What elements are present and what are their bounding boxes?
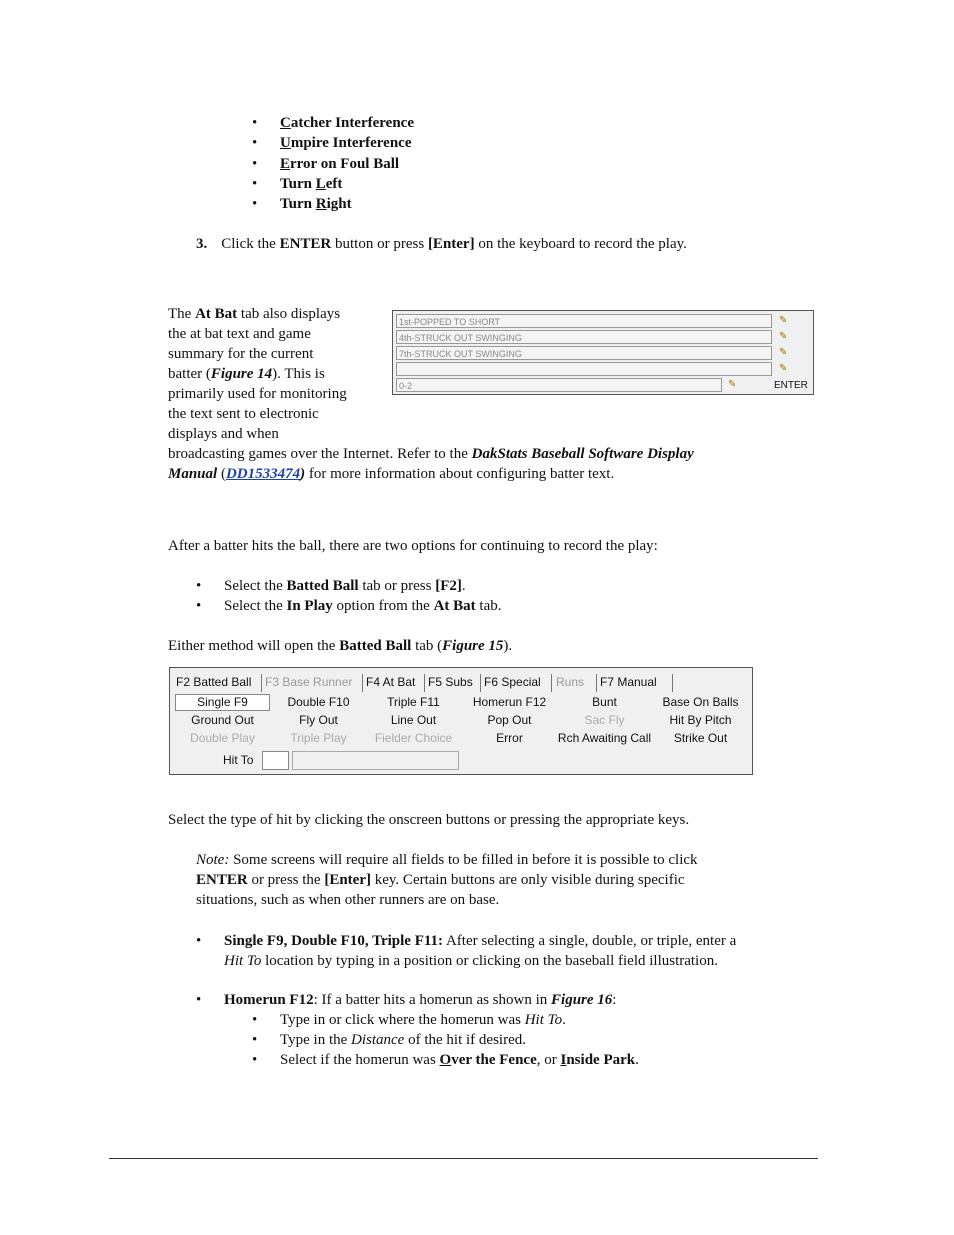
pencil-icon[interactable]: ✎ xyxy=(779,331,788,342)
double-button[interactable]: Double F10 xyxy=(287,695,350,709)
hit-to-input[interactable] xyxy=(262,751,289,770)
at-bat-text-row[interactable]: 4th-STRUCK OUT SWINGING xyxy=(396,330,772,344)
tab-base-runner[interactable]: F3 Base Runner xyxy=(263,674,363,692)
list-item: • Type in the Distance of the hit if desired. xyxy=(252,1030,639,1050)
options-list xyxy=(196,576,501,616)
list-item: • Catcher Interference xyxy=(250,113,414,133)
select-type-paragraph: Select the type of hit by clicking the onscreen buttons or pressing the appropriate keys. xyxy=(168,812,690,828)
at-bat-text-row[interactable]: 1st-POPPED TO SHORT xyxy=(396,314,772,328)
hit-to-description-field[interactable] xyxy=(292,751,459,770)
homerun-bullet: • Homerun F12: If a batter hits a homerun as shown in Figure 16: xyxy=(196,992,617,1008)
ground-out-button[interactable]: Ground Out xyxy=(191,713,254,727)
pencil-icon[interactable]: ✎ xyxy=(779,347,788,358)
line-out-button[interactable]: Line Out xyxy=(390,713,437,727)
pop-out-button[interactable]: Pop Out xyxy=(487,713,532,727)
homerun-button[interactable]: Homerun F12 xyxy=(472,695,547,709)
tab-runs[interactable]: Runs xyxy=(554,674,597,692)
pencil-icon[interactable]: ✎ xyxy=(728,379,737,390)
manual-link[interactable]: DD1533474 xyxy=(225,466,301,482)
list-item: • Type in or click where the homerun was Hit To. xyxy=(252,1010,639,1030)
hit-by-pitch-button[interactable]: Hit By Pitch xyxy=(669,713,732,727)
tab-subs[interactable]: F5 Subs xyxy=(426,674,481,692)
list-item: • Select the Batted Ball tab or press [F2]. xyxy=(196,576,501,596)
at-bat-panel xyxy=(392,310,814,395)
either-paragraph: Either method will open the Batted Ball tab (Figure 15). xyxy=(168,638,513,654)
list-item: • Turn Left xyxy=(250,174,414,194)
tab-batted-ball[interactable]: F2 Batted Ball xyxy=(174,674,262,692)
single-button[interactable]: Single F9 xyxy=(175,694,270,711)
game-summary-field[interactable]: 0-2 xyxy=(396,378,722,392)
fly-out-button[interactable]: Fly Out xyxy=(299,713,338,727)
bunt-button[interactable]: Bunt xyxy=(592,695,617,709)
tab-at-bat[interactable]: F4 At Bat xyxy=(364,674,425,692)
list-item: • Error on Foul Ball xyxy=(250,154,414,174)
hit-to-label: Hit To xyxy=(223,753,254,767)
reach-awaiting-call-button[interactable]: Rch Awaiting Call xyxy=(557,731,652,745)
tab-special[interactable]: F6 Special xyxy=(482,674,552,692)
step-3: 3. Click the ENTER button or press [Enter] on the keyboard to record the play. xyxy=(196,236,687,252)
at-bat-text-row[interactable]: 7th-STRUCK OUT SWINGING xyxy=(396,346,772,360)
pencil-icon[interactable]: ✎ xyxy=(779,315,788,326)
base-on-balls-button[interactable]: Base On Balls xyxy=(662,695,739,709)
list-item: • Turn Right xyxy=(250,194,414,214)
fielder-choice-button[interactable]: Fielder Choice xyxy=(374,731,453,745)
sac-fly-button[interactable]: Sac Fly xyxy=(584,713,625,727)
list-item: • Select the In Play option from the At Bat tab. xyxy=(196,596,501,616)
interference-options-list xyxy=(250,113,414,214)
strike-out-button[interactable]: Strike Out xyxy=(673,731,728,745)
homerun-sub-list xyxy=(252,1010,639,1070)
enter-button[interactable]: ENTER xyxy=(774,380,808,391)
list-item: • Umpire Interference xyxy=(250,133,414,153)
hit-bullet: • Single F9, Double F10, Triple F11: After selecting a single, double, or triple, enter a Hit To location by typing in a position or clicking on the baseball field illustration. xyxy=(196,933,737,969)
triple-button[interactable]: Triple F11 xyxy=(387,695,440,709)
error-button[interactable]: Error xyxy=(496,731,523,745)
double-play-button[interactable]: Double Play xyxy=(190,731,255,745)
after-hit-paragraph: After a batter hits the ball, there are two options for continuing to record the play: xyxy=(168,538,658,554)
pencil-icon[interactable]: ✎ xyxy=(779,363,788,374)
tab-manual[interactable]: F7 Manual xyxy=(598,674,673,692)
footer-rule xyxy=(109,1158,818,1159)
note-block: Note: Some screens will require all fields to be filled in before it is possible to click ENTER or press the [Enter] key. Certain buttons are only visible during specific situations, such as when other runners are on base. xyxy=(196,852,698,908)
list-item: • Select if the homerun was Over the Fence, or Inside Park. xyxy=(252,1050,639,1070)
batted-ball-panel xyxy=(169,667,753,775)
at-bat-paragraph: The At Bat tab also displays the at bat text and game summary for the current batter (Figure 14). This is primarily used for monitoring the text sent to electronic displays and when broadcasting games over the Internet. Refer to the DakStats Baseball Software Display Manual (DD1533474) for more information about configuring batter text. xyxy=(168,306,694,482)
triple-play-button[interactable]: Triple Play xyxy=(290,731,347,745)
at-bat-text-row[interactable] xyxy=(396,362,772,376)
